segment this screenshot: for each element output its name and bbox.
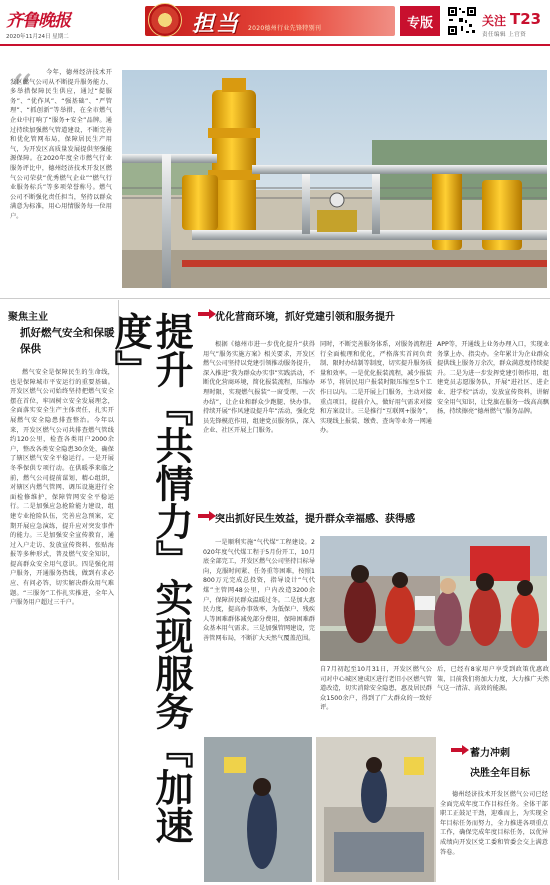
side-body: 燃气安全是保障民生的生命线，也是保障城市平安运行的重要基础。开发区燃气公司始终坚持把燃气安全摆在首位，牢固树立安全发展理念，全面落实安全生产主体责任，扎实开展燃气安全隐患排查整治。今年以来，开发区燃气公司共排查燃气管线约120公里，检查各类用户2000余户，整改各类安全隐患30余处，确保了辖区燃气安全平稳运行。一是开展冬季保供专项行动。在供暖季来临之前，燃气公司提前谋划，精心组织，对辖区内燃气管网、调压设施进行全面检修维护，保障管网安全平稳运行。二是加强应急抢险能力建设，组建专业抢险队伍，完善应急预案，定期开展应急演练，提升应对突发事件的能力。三是加强安全宣传教育，通过入户走访、发放宣传资料、张贴海报等多种形式，普及燃气安全知识，提高群众安全用气意识。四是强化用户服务，开通服务热线，做到有求必应、有问必答，切实解决群众用气难题。“三服务”工作扎实推进，全年入户服务用户超过三千户。	[10, 369, 114, 607]
section-title-livelihood: 突出抓好民生效益，提升群众幸福感、获得感	[215, 514, 415, 525]
arrow-icon	[197, 309, 217, 319]
header-rule	[0, 44, 550, 46]
band-subtitle: 2020德州行业先锋特别刊	[248, 25, 322, 32]
section2-col3: 后，已经有8家用户享受到政策优惠政策，目前我们将加大力度，大力推广天然气这一清洁、高效的能源。	[437, 666, 549, 693]
section2-col2: 自7月初起至10月31日，开发区燃气公司对中心城区建成区进行老旧小区燃气管道改造，切实消除安全隐患，惠及居民群众1500余户，得到了广大群众的一致好评。	[320, 666, 432, 712]
section3-body: 德州经济技术开发区燃气公司已经全面完成年度工作目标任务。全体干部职工正鼓足干劲，迎难而上，为实现全年目标任务而努力，全力推进各项重点工作，确保完成年度目标任务，以优异成绩向开发区党工委和管委会交上满意答卷。	[440, 791, 548, 856]
issue-date: 2020年11月24日 星期二	[6, 34, 69, 40]
section-divider	[0, 298, 550, 299]
editor-line: 责任编辑 上官资	[482, 32, 527, 38]
section2-col1: 一是顺利实施“气代煤”工程建设。2020年度气代煤工程于5月份开工，10月底全部完工，开发区燃气公司坚持目标导向，克服时间紧、任务重等困难，按照1800万元完成总投资，指导设计“气代煤”主管网48公里，户内改造3200余户，保障居民群众温暖过冬。二是加大惠民力度，提高办事效率，为低保户、残疾人等困难群体减免部分费用，保障困难群众基本用气需求。三是加强管网建设，完善管网布局，不断扩大天然气覆盖范围。	[203, 539, 315, 642]
special-tag: 专版	[400, 6, 440, 36]
side-title: 抓好燃气安全和保暖保供	[20, 327, 115, 355]
section1-col3: APP等，开通线上业务办理入口，实现业务掌上办、指尖办。全年累计为企业群众提供线上服务万余次，群众满意度持续提升。二是为进一步发挥党建引领作用，组建党员志愿服务队，开展“进社区、进企业、进学校”活动，发放宣传资料，讲解安全用气知识，让党旗在服务一线高高飘扬，持续擦亮“德州燃气”服务品牌。	[437, 341, 549, 416]
section-subtitle-goal: 决胜全年目标	[470, 768, 530, 779]
column-name: 关注	[482, 14, 507, 28]
emblem-icon	[148, 3, 182, 37]
page-number: T23	[510, 10, 542, 28]
quote-mark-icon: “	[10, 66, 33, 117]
field-work-photo	[204, 737, 436, 882]
staff-visit-photo	[320, 536, 547, 661]
qr-code-icon	[447, 6, 477, 36]
side-section-label: 聚焦主业	[8, 312, 48, 323]
section1-col1: 根据《德州市进一步优化提升“获得用气”服务实施方案》相关要求，开发区燃气公司坚持以党建引领推动服务提升，深入推进“我为群众办实事”实践活动，不断优化营商环境，简化报装流程，压缩办理时限，实现燃气报装“一窗受理、一次办结”，让企业和群众少跑腿、快办事。持续开展“作风建设提升年”活动，强化党员先锋模范作用，组建党员服务队，深入企业、社区开展上门服务。	[203, 341, 315, 435]
intro-text: 今年，德州经济技术开发区燃气公司从不断提升服务能力、多举措保障民生供应，通过“提服务”、“优作风”、“强基础”、“严管理”、“抓创新”等举措，在全市燃气企业中打响了“服务+安全”品牌。通过持续加强燃气管道建设，不断完善和优化管网布局，保障居民生产用气，为开发区高质量发展提供坚强能源保障。在2020年度全市燃气行业服务评比中，德州经济技术开发区燃气公司荣获“优秀燃气企业”“燃气行业服务标兵”等多项荣誉称号。燃气公司不断强化责任担当，坚持以群众满意为标准，用心用情服务每一位用户。	[10, 69, 112, 220]
newspaper-logo: 齐鲁晚报	[6, 11, 70, 31]
section-title-business: 优化营商环境，抓好党建引领和服务提升	[215, 312, 395, 323]
section-title-sprint: 蓄力冲刺	[470, 748, 510, 759]
section1-col2: 同时，不断完善服务体系，对服务流程进行全面梳理和优化，严格落实首问负责制、限时办结制等制度，切实提升服务质量和效率。一是优化报装流程，减少报装环节，将居民用户报装时限压缩至5个工作日以内。二是开展上门服务，主动对接重点项目，提前介入，做好用气需求对接和方案设计。三是推行“互联网+服务”，实现线上报装、缴费、查询等业务一网通办。	[320, 341, 432, 435]
gas-station-photo	[122, 70, 547, 288]
main-headline: 提升『共情力』实现服务『加速度』	[108, 312, 194, 844]
arrow-icon	[450, 745, 470, 755]
band-title: 担当	[192, 11, 241, 37]
arrow-icon	[197, 511, 217, 521]
